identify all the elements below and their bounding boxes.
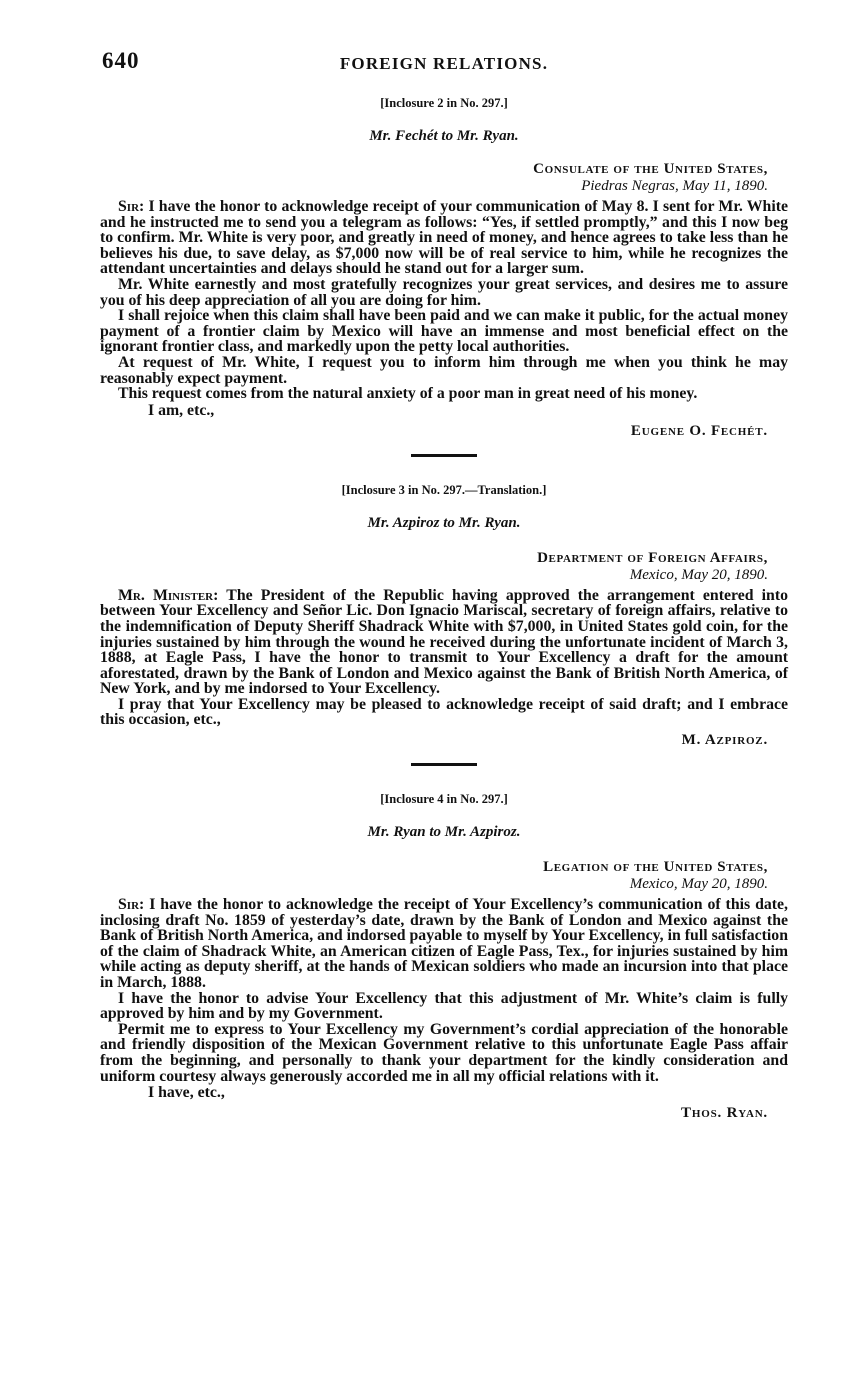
inclosure-label: [Inclosure 2 in No. 297.] [380,96,508,110]
paragraph [100,199,788,277]
salutation: Sir: [118,198,145,215]
signature: Thos. Ryan. [681,1105,768,1122]
paragraph-text: The President of the Republic having approved the arrangement entered into between Your Excellency and Señor Lic. Don Ignacio Mariscal, secretary of foreign affairs, relative to the indemnification of Deputy Sheriff Shadrack White with $7,000, in United States gold coin, for the injuries sustained by him through the wound he received during the unfortunate incident of March 3, 1888, at Eagle Pass, I have the honor to transmit to Your Excellency a draft for the amount aforestated, drawn by the Bank of London and Mexico against the Bank of British North America, of New York, and by me indorsed to Your Excellency. [100,586,788,698]
inclosure-label: [Inclosure 4 in No. 297.] [380,792,508,807]
letter-place: Legation of the United States, [543,859,768,876]
paragraph [100,588,788,697]
signature: Eugene O. Fechét. [630,422,768,439]
letter-heading: Mr. Fechét to Mr. Ryan. [369,128,519,144]
dateline [100,161,788,195]
paragraph: At request of Mr. White, I request you to inform him through me when you think he may reasonably expect payment. [100,353,788,387]
letter-body [100,588,788,728]
section-divider [411,454,477,457]
paragraph: I pray that Your Excellency may be pleased to acknowledge receipt of said draft; and I embrace this occasion, etc., [100,695,788,729]
page-number: 640 [102,48,140,73]
letter-body [100,199,788,402]
letter-heading: Mr. Azpiroz to Mr. Ryan. [367,514,521,531]
paragraph: Permit me to express to Your Excellency my Government’s cordial appreciation of the honorable and friendly disposition of the Mexican Government relative to this unfortunate Eagle Pass affair from the beginning, and personally to thank your department for the kindly consideration and uniform courtesy always generously accorded me in all my official relations with it. [100,1020,788,1085]
paragraph-text: I have the honor to acknowledge receipt of your communication of May 8. I sent for Mr. White and he instructed me to send you a telegram as follows: “Yes, if settled promptly,” and this I now beg to confirm. Mr. White is very poor, and greatly in need of money, and hence agrees to take less than he believes his due, to save delay, as $7,000 now will be of real service to him, while he recognizes the attendant uncertainties and delays should he stand out for a larger sum. [100,198,788,278]
paragraph: Mr. White earnestly and most gratefully recognizes your great services, and desires me to assure you of his deep appreciation of all you are doing for him. [100,275,788,309]
closing: I have, etc., [148,1084,225,1102]
letter-body [100,897,788,1084]
paragraph: I shall rejoice when this claim shall have been paid and we can make it public, for the actual money payment of a frontier claim by Mexico will have an immense and most beneficial effect on the ignorant frontier class, and markedly upon the petty local authorities. [100,307,788,356]
letter-date: Mexico, May 20, 1890. [629,566,768,583]
letter-date: Piedras Negras, May 11, 1890. [581,178,768,194]
paragraph-text: I have the honor to acknowledge the receipt of Your Excellency’s communication of this date, inclosing draft No. 1859 of yesterday’s date, drawn by the Bank of London and Mexico against the Bank of British North America, and indorsed payable to myself by Your Excellency, in full satisfaction of the claim of Shadrack White, an American citizen of Eagle Pass, Tex., for injuries sustained by him while acting as deputy sheriff, at the hands of Mexican soldiers who made an incursion into that place in March, 1888. [100,896,788,992]
paragraph: This request comes from the natural anxiety of a poor man in great need of his money. [118,385,698,403]
signature: M. Azpiroz. [681,732,768,749]
running-title: FOREIGN RELATIONS. [339,54,549,73]
salutation: Sir: [118,896,145,914]
letter-azpiroz-to-ryan [100,483,788,766]
page-header [100,48,788,82]
document-page [100,48,788,1348]
paragraph: I have the honor to advise Your Excellency that this adjustment of Mr. White’s claim is fully approved by him and by my Government. [100,989,788,1023]
dateline [100,859,788,893]
inclosure-label: [Inclosure 3 in No. 297.—Translation.] [341,482,547,497]
letter-heading: Mr. Ryan to Mr. Azpiroz. [367,824,521,841]
paragraph [100,897,788,991]
letter-place: Consulate of the United States, [533,161,768,177]
letter-fechet-to-ryan [100,96,788,457]
closing: I am, etc., [148,401,215,419]
letter-place: Department of Foreign Affairs, [537,549,768,566]
letter-date: Mexico, May 20, 1890. [629,876,768,893]
salutation: Mr. Minister: [118,586,219,604]
letter-ryan-to-azpiroz [100,792,788,1122]
section-divider [411,763,477,766]
dateline [100,550,788,584]
